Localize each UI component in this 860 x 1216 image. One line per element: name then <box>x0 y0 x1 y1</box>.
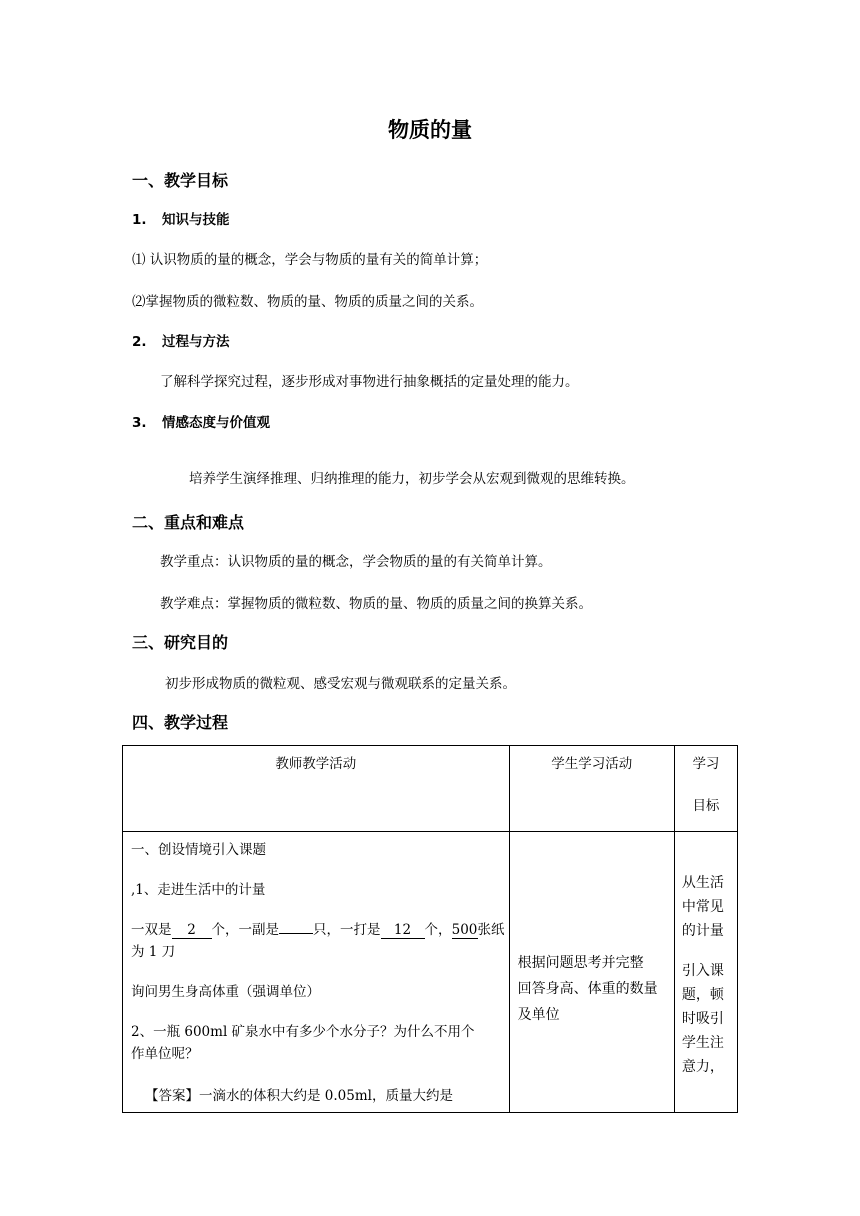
section-heading-purpose: 三、研究目的 <box>132 633 229 652</box>
subheading-label: 情感态度与价值观 <box>162 415 270 431</box>
table-row <box>123 832 738 1113</box>
student-activity-cell <box>509 832 674 1113</box>
subheading-knowledge <box>132 208 230 228</box>
student-line: 回答身高、体重的数量 <box>517 981 658 997</box>
text-fragment: 一双是 <box>131 922 172 938</box>
subheading-number: 2. <box>132 334 147 350</box>
header-learning-goal <box>674 746 737 832</box>
section-heading-objectives: 一、教学目标 <box>132 171 229 190</box>
text-fragment: 个，一副是 <box>211 922 279 938</box>
header-goal-line-1: 学习 <box>692 756 720 772</box>
subheading-number: 1. <box>132 212 147 228</box>
subheading-number: 3. <box>132 415 147 431</box>
subheading-label: 过程与方法 <box>162 334 230 350</box>
subheading-values <box>132 411 270 431</box>
blank-answer <box>279 933 313 934</box>
teacher-line: 2、一瓶 600ml 矿泉水中有多少个水分子？为什么不用个 <box>131 1024 475 1040</box>
teacher-line: 一、创设情境引入课题 <box>131 842 266 858</box>
goal-line: 意力， <box>681 1059 724 1075</box>
teacher-line: 作单位呢？ <box>131 1046 199 1062</box>
section-heading-keypoints: 二、重点和难点 <box>132 513 245 532</box>
purpose-paragraph: 初步形成物质的微粒观、感受宏观与微观联系的定量关系。 <box>165 676 516 692</box>
text-fragment: 只，一打是 <box>313 922 381 938</box>
section-heading-process: 四、教学过程 <box>132 713 229 732</box>
subheading-method <box>132 330 230 350</box>
goal-line: 的计量 <box>681 923 724 939</box>
teacher-blank-line <box>131 918 505 939</box>
teacher-line: 询问男生身高体重（强调单位） <box>131 984 320 1000</box>
subheading-label: 知识与技能 <box>162 212 230 228</box>
key-point-paragraph: 教学重点：认识物质的量的概念，学会物质的量的有关简单计算。 <box>160 554 552 570</box>
knowledge-point-2: ⑵掌握物质的微粒数、物质的量、物质的质量之间的关系。 <box>132 294 483 310</box>
table-header-row <box>123 746 738 832</box>
blank-answer: 2 <box>172 922 212 939</box>
header-teacher-activity: 教师教学活动 <box>123 746 510 832</box>
blank-answer: 500 <box>451 922 478 938</box>
student-line: 根据问题思考并完整 <box>517 955 644 971</box>
method-paragraph: 了解科学探究过程，逐步形成对事物进行抽象概括的定量处理的能力。 <box>160 374 579 390</box>
teacher-line: 为 1 刀 <box>131 944 176 960</box>
text-fragment: 个， <box>424 922 452 938</box>
header-student-activity: 学生学习活动 <box>509 746 674 832</box>
blank-answer: 12 <box>381 922 425 939</box>
text-fragment: 张纸 <box>477 922 505 938</box>
difficulty-paragraph: 教学难点：掌握物质的微粒数、物质的量、物质的质量之间的换算关系。 <box>160 596 592 612</box>
header-goal-line-2: 目标 <box>692 798 720 814</box>
goal-line: 从生活 <box>681 875 724 891</box>
goal-line: 题，顿 <box>681 987 724 1003</box>
goal-line: 学生注 <box>681 1035 724 1051</box>
page-title: 物质的量 <box>388 118 472 142</box>
teaching-process-table <box>122 745 738 1113</box>
teacher-line: ,1、走进生活中的计量 <box>131 882 266 898</box>
teacher-line: 【答案】一滴水的体积大约是 0.05ml，质量大约是 <box>145 1088 453 1104</box>
goal-line: 中常见 <box>681 899 724 915</box>
knowledge-point-1: ⑴ 认识物质的量的概念，学会与物质的量有关的简单计算； <box>132 252 488 268</box>
student-line: 及单位 <box>517 1007 560 1023</box>
goal-line: 时吸引 <box>681 1011 724 1027</box>
values-paragraph: 培养学生演绎推理、归纳推理的能力，初步学会从宏观到微观的思维转换。 <box>189 471 635 487</box>
learning-goal-cell <box>674 832 737 1113</box>
teacher-activity-cell <box>123 832 510 1113</box>
goal-line: 引入课 <box>681 963 724 979</box>
